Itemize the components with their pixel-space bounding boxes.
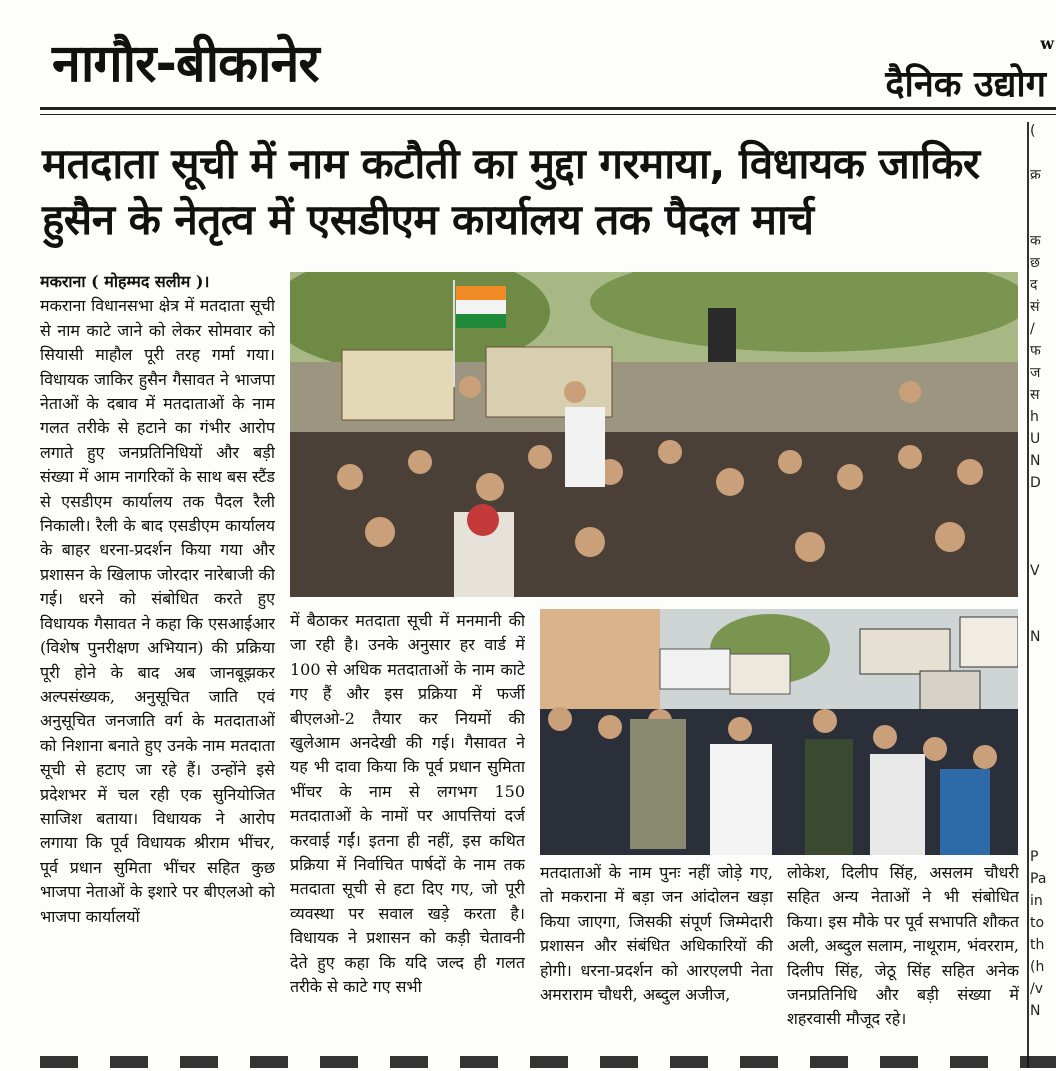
column-1-text: मकराना विधानसभा क्षेत्र में मतदाता सूची से नाम काटे जाने को लेकर सोमवार को सियासी माहौल पूरी तरह गर्मा गया। विधायक जाकिर हुसैन गैसावत ने भाजपा नेताओं के दबाव में मतदाताओं के नाम गलत तरीके से हटाने का गंभीर आरोप लगाते हुए जनप्रतिनिधियों और बड़ी संख्या में आम नागरिकों के साथ बस स्टैंड से एसडीएम कार्यालय तक पैदल रैली निकाली। रैली के बाद एसडीएम कार्यालय के बाहर धरना-प्रदर्शन किया गया और प्रशासन के खिलाफ जोरदार नारेबाजी की गई। धरने को संबोधित करते हुए विधायक गैसावत ने कहा कि एसआईआर (विशेष पुनरीक्षण अभियान) की प्रक्रिया पूरी होने के बाद अब जानबूझकर अल्पसंख्यक, अनुसूचित जाति एवं अनुसूचित जनजाति वर्ग के मतदाताओं को निशाना बनाते हुए उनके नाम मतदाता सूची से हटाए जा रहे हैं। उन्होंने इसे प्रदेशभर में चल रही एक सुनियोजित साजिश बताया। विधायक ने आरोप लगाया कि पूर्व विधायक श्रीराम भींचर, पूर्व प्रधान सुमिता भींचर सहित कुछ भाजपा नेताओं के इशारे पर बीएलओ को भाजपा कार्यालयों: [40, 296, 275, 926]
strip-fragment: N: [1030, 453, 1041, 469]
article-headline: मतदाता सूची में नाम कटौती का मुद्दा गरमाया, विधायक जाकिर हुसैन के नेतृत्व में एसडीएम कार्यालय तक पैदल मार्च: [42, 139, 980, 244]
dateline: मकराना ( मोहम्मद सलीम )।: [40, 272, 210, 291]
strip-fragment: क: [1030, 233, 1041, 249]
strip-fragment: [1030, 670, 1056, 692]
adjacent-article-strip: [1030, 120, 1056, 1068]
strip-fragment: क्र: [1030, 167, 1041, 183]
strip-fragment: th: [1030, 937, 1045, 953]
strip-fragment: [1030, 824, 1056, 846]
strip-fragment: N: [1030, 1003, 1041, 1019]
rally-photo-main-image: [290, 272, 1018, 597]
strip-fragment: in: [1030, 893, 1043, 909]
strip-fragment: /: [1030, 321, 1035, 337]
column-divider: [1027, 122, 1029, 1068]
strip-fragment: छ: [1030, 255, 1040, 271]
strip-fragment: U: [1030, 431, 1041, 447]
strip-fragment: [1030, 736, 1056, 758]
section-title: नागौर-बीकानेर: [52, 34, 319, 94]
strip-fragment: स: [1030, 387, 1040, 403]
strip-fragment: h: [1030, 409, 1039, 425]
strip-fragment: [1030, 692, 1056, 714]
strip-fragment: P: [1030, 849, 1039, 865]
strip-fragment: सं: [1030, 299, 1040, 315]
article-column-1: [40, 270, 275, 1068]
strip-fragment: [1030, 186, 1056, 208]
strip-fragment: [1030, 582, 1056, 604]
strip-fragment: [1030, 538, 1056, 560]
strip-fragment: [1030, 758, 1056, 780]
strip-fragment: द: [1030, 277, 1038, 293]
corner-mark: w: [1040, 34, 1054, 53]
newspaper-name: दैनिक उद्योग: [885, 64, 1046, 105]
masthead-rule: [40, 107, 1056, 115]
rally-photo-main: [290, 272, 1018, 597]
strip-fragment: V: [1030, 563, 1040, 579]
strip-fragment: [1030, 802, 1056, 824]
strip-fragment: to: [1030, 915, 1045, 931]
strip-fragment: N: [1030, 629, 1041, 645]
strip-fragment: (h: [1030, 959, 1045, 975]
strip-fragment: D: [1030, 475, 1041, 491]
strip-fragment: [1030, 604, 1056, 626]
strip-fragment: (: [1030, 123, 1036, 139]
article-column-2: में बैठाकर मतदाता सूची में मनमानी की जा रही है। उनके अनुसार हर वार्ड में 100 से अधिक मतदाताओं के नाम काटे गए हैं और इस प्रक्रिया में फर्जी बीएलओ-2 तैयार कर नियमों की खुलेआम अनदेखी की गई। गैसावत ने यह भी दावा किया कि पूर्व प्रधान सुमिता भींचर के नाम से लगभग 150 मतदाताओं के नामों पर आपत्तियां दर्ज करवाई गईं। इतना ही नहीं, इस कथित प्रक्रिया में निर्वाचित पार्षदों के नाम तक मतदाता सूची से हटा दिए गए, जो पूरी व्यवस्था पर सवाल खड़े करता है। विधायक ने प्रशासन को कड़ी चेतावनी देते हुए कहा कि यदि जल्द ही गलत तरीके से काटे गए सभी: [290, 611, 525, 997]
strip-fragment: Pa: [1030, 871, 1047, 887]
strip-fragment: [1030, 516, 1056, 538]
rally-photo-protest: [540, 609, 1018, 855]
strip-fragment: [1030, 142, 1056, 164]
article-column-3: मतदाताओं के नाम पुनः नहीं जोड़े गए, तो मकराना में बड़ा जन आंदोलन खड़ा किया जाएगा, जिसकी संपूर्ण जिम्मेदारी प्रशासन और संबंधित अधिकारियों की होगी। धरना-प्रदर्शन को आरएलपी नेता अमराराम चौधरी, अब्दुल अजीज,: [540, 863, 773, 1005]
strip-fragment: ज: [1030, 365, 1041, 381]
strip-fragment: [1030, 208, 1056, 230]
rally-photo-protest-image: [540, 609, 1018, 855]
strip-fragment: [1030, 494, 1056, 516]
strip-fragment: [1030, 714, 1056, 736]
next-headline-cut: [40, 1056, 1056, 1068]
article-column-4: लोकेश, दिलीप सिंह, असलम चौधरी सहित अन्य नेताओं ने भी संबोधित किया। इस मौके पर पूर्व सभापति शौकत अली, अब्दुल सलाम, नाथूराम, भंवरराम, दिलीप सिंह, जेठू सिंह सहित अनेक जनप्रतिनिधि और बड़ी संख्या में शहरवासी मौजूद रहे।: [787, 863, 1019, 1029]
strip-fragment: फ: [1030, 343, 1041, 359]
strip-fragment: /v: [1030, 981, 1044, 997]
strip-fragment: [1030, 648, 1056, 670]
strip-fragment: [1030, 780, 1056, 802]
